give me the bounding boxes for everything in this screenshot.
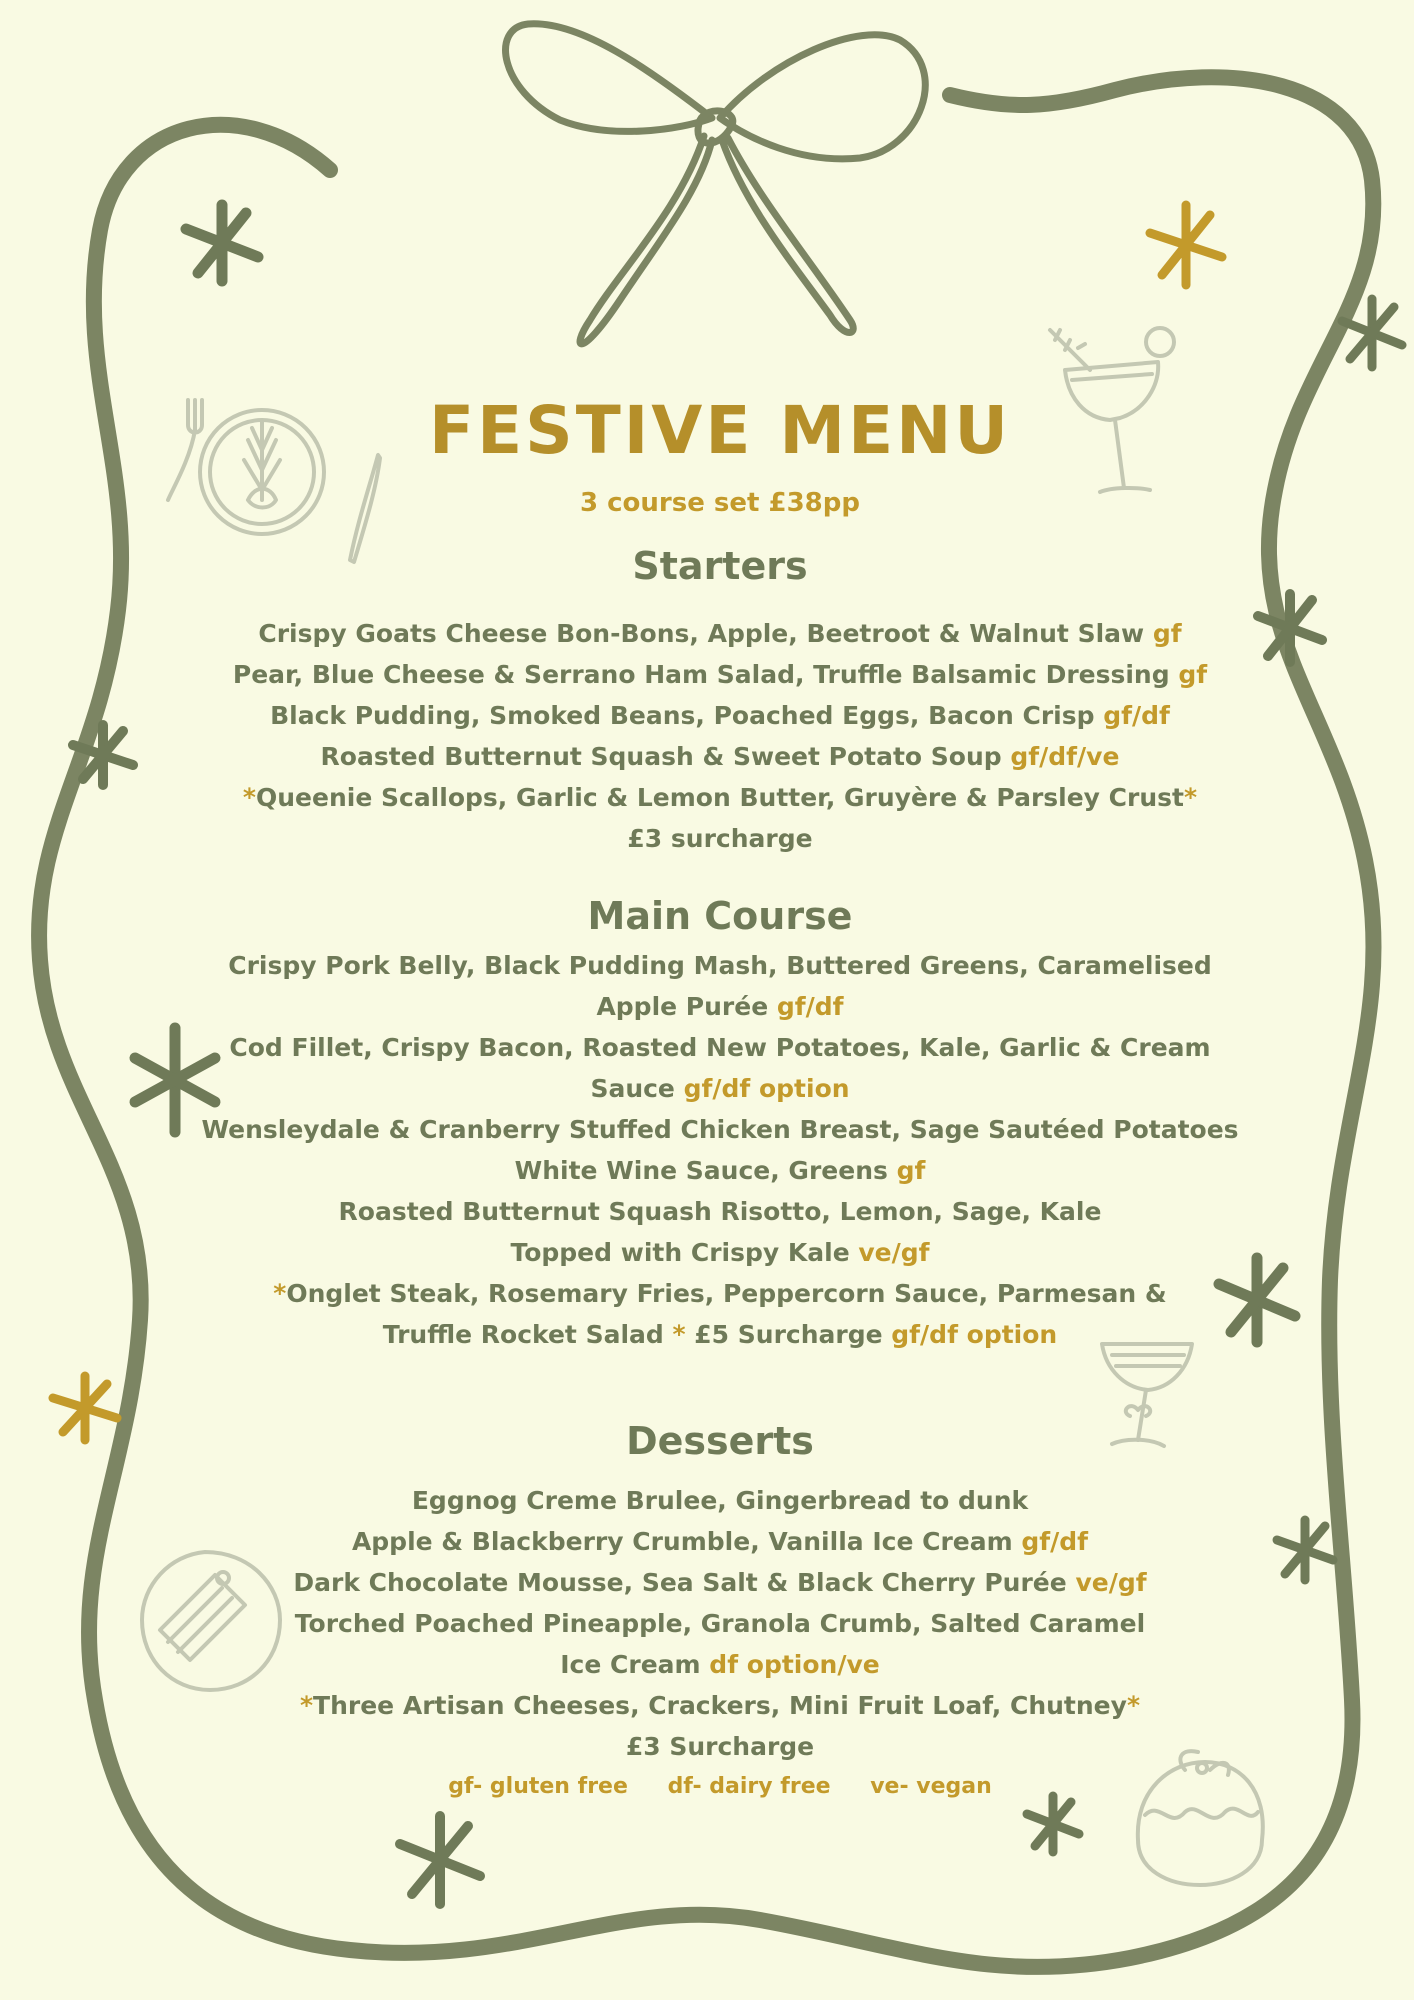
dietary-tag: gf/df [1103,701,1170,730]
menu-item: Apple Purée gf/df [596,992,844,1021]
menu-subtitle: 3 course set £38pp [580,488,860,518]
menu-item: Black Pudding, Smoked Beans, Poached Eggs, Bacon Crisp gf/df [270,701,1170,730]
dietary-tag: gf/df/ve [1010,742,1120,771]
menu-item: Roasted Butternut Squash Risotto, Lemon, Sage, Kale [338,1197,1102,1226]
legend-item-ve: ve- vegan [870,1774,992,1799]
menu-item: White Wine Sauce, Greens gf [514,1156,926,1185]
star-icon [1027,1796,1079,1852]
starters-heading: Starters [632,544,808,588]
dietary-tag: gf/df option [683,1074,850,1103]
star-icon [400,1816,480,1904]
dietary-tag: ve/gf [858,1238,930,1267]
menu-item: Apple & Blackberry Crumble, Vanilla Ice Cream gf/df [351,1527,1089,1556]
menu-item: Sauce gf/df option [590,1074,850,1103]
christmas-pudding-icon [1138,1751,1263,1885]
menu-item: Pear, Blue Cheese & Serrano Ham Salad, Truffle Balsamic Dressing gf [232,660,1208,689]
surcharge-note: £3 Surcharge [625,1732,815,1761]
menu-item: Crispy Goats Cheese Bon-Bons, Apple, Beetroot & Walnut Slaw gf [258,619,1182,648]
dietary-tag: gf/df [1021,1527,1089,1556]
menu-item: Eggnog Creme Brulee, Gingerbread to dunk [411,1486,1029,1515]
menu-item: *Queenie Scallops, Garlic & Lemon Butter, Gruyère & Parsley Crust* [242,783,1198,812]
menu-item: Topped with Crispy Kale ve/gf [510,1238,930,1267]
dietary-tag: gf/df option [891,1320,1058,1349]
menu-item: Roasted Butternut Squash & Sweet Potato Soup gf/df/ve [320,742,1120,771]
dietary-tag: ve/gf [1075,1568,1147,1597]
asterisk-marker: * [273,1279,287,1308]
ribbon-bow-icon [506,24,926,344]
star-icon [1277,1520,1333,1580]
menu-title: FESTIVE MENU [428,392,1011,469]
menu-item: Wensleydale & Cranberry Stuffed Chicken Breast, Sage Sautéed Potatoes [201,1115,1239,1144]
asterisk-marker: * [1184,783,1198,812]
menu-item: Truffle Rocket Salad * £5 Surcharge gf/df option [382,1320,1058,1349]
dietary-tag: df option/ve [709,1650,880,1679]
starters-list [200,613,1240,859]
asterisk-marker: * [299,1691,314,1720]
menu-item: Ice Cream df option/ve [560,1650,880,1679]
main-course-heading: Main Course [587,894,853,938]
menu-item: *Three Artisan Cheeses, Crackers, Mini Fruit Loaf, Chutney* [299,1691,1141,1720]
surcharge-note: £3 surcharge [627,824,813,853]
menu-item: Cod Fillet, Crispy Bacon, Roasted New Potatoes, Kale, Garlic & Cream [229,1033,1211,1062]
dietary-tag: gf/df [776,992,844,1021]
star-icon [53,1376,117,1440]
desserts-heading: Desserts [626,1419,814,1463]
asterisk-marker: * [672,1320,686,1349]
dietary-tag: gf [1152,619,1182,648]
desserts-list [200,1480,1240,1767]
asterisk-marker: * [242,783,256,812]
menu-item: Crispy Pork Belly, Black Pudding Mash, Buttered Greens, Caramelised [228,951,1212,980]
dietary-tag: gf [896,1156,926,1185]
dietary-tag: gf [1178,660,1208,689]
star-icon [1150,205,1222,285]
main-course-list [200,945,1240,1355]
legend-item-df: df- dairy free [667,1774,831,1799]
dietary-legend [200,1774,1240,1799]
asterisk-marker: * [1126,1691,1141,1720]
legend-item-gf: gf- gluten free [448,1774,628,1799]
menu-item: Torched Poached Pineapple, Granola Crumb, Salted Caramel [294,1609,1146,1638]
star-icon [186,205,258,281]
menu-item: Dark Chocolate Mousse, Sea Salt & Black Cherry Purée ve/gf [293,1568,1147,1597]
menu-item: *Onglet Steak, Rosemary Fries, Peppercorn Sauce, Parmesan & [273,1279,1167,1308]
